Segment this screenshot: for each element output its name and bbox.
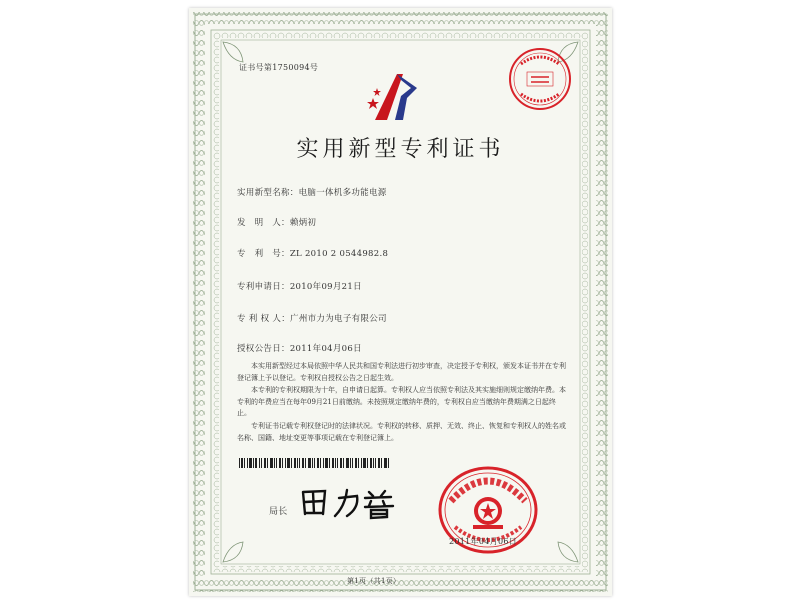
agency-seal [507,46,573,112]
certificate-number: 证书号第1750094号 [239,63,319,72]
field-label: 专利申请日： [237,282,290,292]
field-label: 发 明 人： [237,218,290,228]
certificate-title: 实用新型专利证书 [296,137,505,162]
field-label: 专 利 号： [237,249,290,259]
field-label: 授权公告日： [237,344,290,354]
field-label: 专 利 权 人： [237,314,291,324]
field-value: 2010年09月21日 [289,282,362,292]
director-label: 局长 [269,507,288,517]
paragraph-grant-statement: 本实用新型经过本局依照中华人民共和国专利法进行初步审查，决定授予专利权，颁发本证书并在专利登记簿上予以登记。专利权自授权公告之日起生效。 [237,362,566,382]
field-value: 2011年04月06日 [289,344,362,354]
field-patent-number [237,247,388,259]
field-inventor [237,216,316,228]
field-label: 实用新型名称： [237,188,299,198]
field-value: 电脑一体机多功能电源 [298,188,387,198]
field-value: ZL 2010 2 0544982.8 [289,249,389,259]
field-application-date [237,280,362,292]
page-footer: 第1页（共1页） [347,577,401,585]
field-value: 赖炳初 [289,218,317,228]
field-patentee [237,312,387,324]
barcode [239,458,389,468]
field-grant-date [237,342,362,354]
paragraph-term-statement: 本专利的专利权期限为十年，自申请日起算。专利权人应当依照专利法及其实施细则规定缴纳年费。本专利的年费应当在每年09月21日前缴纳。未按照规定缴纳年费的，专利权自应当缴纳年费期满之日起终止。 [237,386,566,417]
seal-date: 2011年04月06日 [449,537,518,546]
patent-office-logo [367,68,429,124]
paragraph-record-statement: 专利证书记载专利权登记时的法律状况。专利权的转移、质押、无效、终止、恢复和专利权人的姓名或名称、国籍、地址变更等事项记载在专利登记簿上。 [237,422,566,442]
director-signature [299,486,399,520]
field-utility-model-name [237,186,387,198]
patent-certificate [189,8,612,596]
field-value: 广州市力为电子有限公司 [290,314,387,324]
